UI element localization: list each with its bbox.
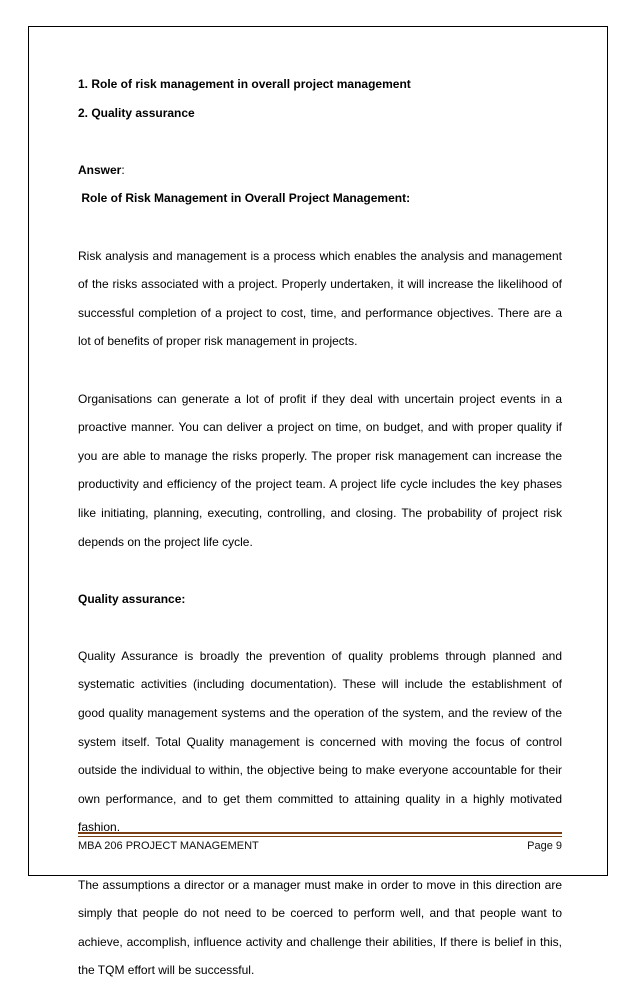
page-footer xyxy=(78,840,562,852)
paragraph-assumptions: The assumptions a director or a manager must make in order to move in this direction are simply that people do not need to be coerced to perform well, and that people want to achieve, accomplish, influence activity and challenge their abilities, If there is belief in this, the TQM effort will be successful. xyxy=(78,877,562,978)
spacer xyxy=(78,613,562,642)
answer-line xyxy=(78,156,562,185)
footer-course-title: MBA 206 PROJECT MANAGEMENT xyxy=(78,840,259,852)
paragraph-quality-assurance: Quality Assurance is broadly the prevention of quality problems through planned and systematic activities (including documentation). These will include the establishment of good quality management systems and the operation of the system, and the review of the system itself. Total Quality management is concerned with moving the focus of control outside the individual to within, the objective being to make everyone accountable for their own performance, and to get them committed to attaining quality in a highly motivated fashion. xyxy=(78,648,562,835)
section-title-risk xyxy=(78,184,562,213)
question-item-1: 1. Role of risk management in overall project management xyxy=(78,77,411,91)
footer-page-number: Page 9 xyxy=(527,840,562,852)
spacer xyxy=(78,556,562,585)
paragraph-risk-analysis: Risk analysis and management is a process which enables the analysis and management of the risks associated with a project. Properly undertaken, it will increase the likelihood of successful completion of a project to cost, time, and performance objectives. There are a lot of benefits of proper risk management in projects. xyxy=(78,248,562,349)
spacer xyxy=(78,127,562,156)
question-item-2: 2. Quality assurance xyxy=(78,105,195,120)
spacer xyxy=(78,213,562,242)
answer-label: Answer xyxy=(78,162,122,177)
spacer xyxy=(78,356,562,385)
section-title-quality: Quality assurance: xyxy=(78,591,186,606)
paragraph-organisations: Organisations can generate a lot of profit if they deal with uncertain project events in a proactive manner. You can deliver a project on time, on budget, and with proper quality if you are able to manage the risks properly. The proper risk management can increase the productivity and efficiency of the project team. A project life cycle includes the key phases like initiating, planning, executing, controlling, and closing. The probability of project risk depends on the project life cycle. xyxy=(78,391,562,549)
section-title-risk-text: Role of Risk Management in Overall Project Management: xyxy=(81,191,411,206)
answer-colon: : xyxy=(121,162,125,177)
footer-rule xyxy=(78,832,562,837)
